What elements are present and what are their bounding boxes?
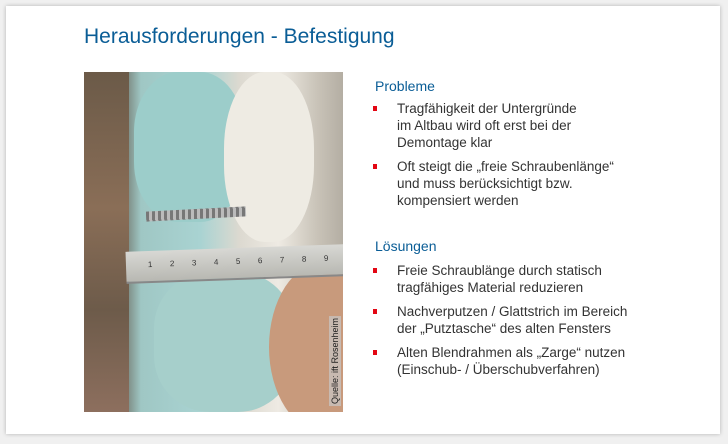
list-item-text: Tragfähigkeit der Untergründe im Altbau wird oft erst bei der Demontage klar <box>397 101 577 150</box>
photo-wall <box>84 72 129 412</box>
list-item-text: Freie Schraublänge durch statisch tragfähiges Material reduzieren <box>397 263 602 295</box>
list-probleme <box>371 100 641 216</box>
list-item-text: Alten Blendrahmen als „Zarge“ nutzen (Einschub- / Überschubverfahren) <box>397 345 626 377</box>
list-item <box>371 303 651 337</box>
ruler-mark: 2 <box>169 259 175 269</box>
bullet-icon <box>373 350 377 355</box>
photo-caption: Quelle: ift Rosenheim <box>330 317 340 404</box>
list-item <box>371 100 641 151</box>
list-item <box>371 262 651 296</box>
ruler-mark: 6 <box>257 256 263 266</box>
ruler-mark: 3 <box>191 258 197 268</box>
ruler-mark: 4 <box>213 257 219 267</box>
list-item-text: Oft steigt die „freie Schraubenlänge“ und muss berücksichtigt bzw. kompensiert werden <box>397 159 614 208</box>
heading-loesungen: Lösungen <box>375 238 437 254</box>
bullet-icon <box>373 309 377 314</box>
heading-probleme: Probleme <box>375 78 435 94</box>
ruler-mark: 1 <box>147 259 153 270</box>
bullet-icon <box>373 106 377 111</box>
slide <box>6 6 720 434</box>
ruler-mark: 5 <box>235 256 241 266</box>
list-loesungen <box>371 262 651 385</box>
slide-title: Herausforderungen - Befestigung <box>84 25 395 48</box>
photo-window-fastening <box>84 72 343 412</box>
list-item <box>371 158 641 209</box>
bullet-icon <box>373 268 377 273</box>
ruler-mark: 7 <box>279 255 285 265</box>
list-item-text: Nachverputzen / Glattstrich im Bereich der „Putztasche“ des alten Fensters <box>397 304 628 336</box>
ruler-mark: 8 <box>301 254 307 264</box>
list-item <box>371 344 651 378</box>
ruler-mark: 9 <box>323 253 329 263</box>
bullet-icon <box>373 164 377 169</box>
